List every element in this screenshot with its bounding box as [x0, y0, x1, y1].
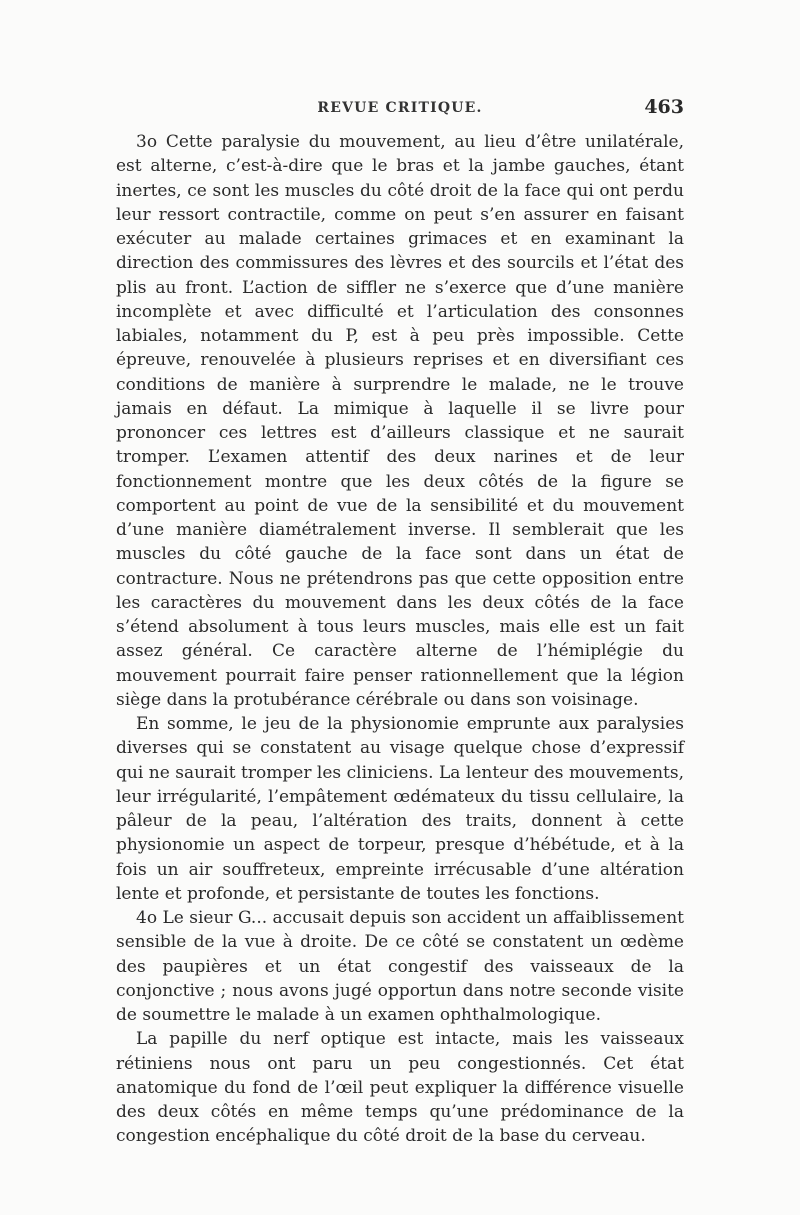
paragraph-vue-droite: 4o Le sieur G... accusait depuis son accident un affaiblissement sensible de la vue à droite. De ce côté se constatent un œdème des paupières et un état congestif des vaisseaux de la conjonctive ; nous avons jugé opportun dans notre seconde visite de soumettre le malade à un examen ophthalmologique. — [116, 908, 684, 1025]
running-title: REVUE CRITIQUE. — [317, 100, 483, 116]
page-number: 463 — [644, 96, 684, 118]
paragraph-paralysie-alterne: 3o Cette paralysie du mouvement, au lieu d’être unilatérale, est alterne, c’est-à-dire que le bras et la jambe gauches, étant inertes, ce sont les muscles du côté droit de la face qui ont perdu leur ressort contractile, comme on peut s’en assurer en faisant exécuter au malade certaines grimaces et en examinant la direction des commissures des lèvres et des sourcils et l’état des plis au front. L’action de siffler ne s’exerce que d’une manière incomplète et avec difficulté et l’articulation des consonnes labiales, notamment du P, est à peu près impossible. Cette épreuve, renouvelée à plusieurs reprises et en diversifiant ces conditions de manière à surprendre le malade, ne le trouve jamais en défaut. La mimique à laquelle il se livre pour prononcer ces lettres est d’ailleurs classique et ne saurait tromper. L’examen attentif des deux narines et de leur fonctionnement montre que les deux côtés de la figure se comportent au point de vue de la sensibilité et du mouvement d’une manière diamétralement inverse. Il semblerait que les muscles du côté gauche de la face sont dans un état de contracture. Nous ne prétendrons pas que cette opposition entre les caractères du mouvement dans les deux côtés de la face s’étend absolument à tous leurs muscles, mais elle est un fait assez général. Ce caractère alterne de l’hémiplégie du mouvement pourrait faire penser rationnellement que la légion siège dans la protubérance cérébrale ou dans son voisinage. — [116, 132, 684, 710]
paragraph-papille-optique: La papille du nerf optique est intacte, mais les vaisseaux rétiniens nous ont paru un peu congestionnés. Cet état anatomique du fond de l’œil peut expliquer la différence visuelle des deux côtés en même temps qu’une prédominance de la congestion encéphalique du côté droit de la base du cerveau. — [116, 1029, 684, 1147]
page-body — [116, 130, 684, 1149]
paragraph-physionomie: En somme, le jeu de la physionomie emprunte aux paralysies diverses qui se constatent au visage quelque chose d’expressif qui ne saurait tromper les cliniciens. La lenteur des mouvements, leur irrégularité, l’empâtement œdémateux du tissu cellulaire, la pâleur de la peau, l’altération des traits, donnent à cette physionomie un aspect de torpeur, presque d’hébétude, et à la fois un air souffreteux, empreinte irrécusable d’une altération lente et profonde, et persistante de toutes les fonctions. — [116, 714, 684, 904]
page-header — [116, 96, 684, 120]
